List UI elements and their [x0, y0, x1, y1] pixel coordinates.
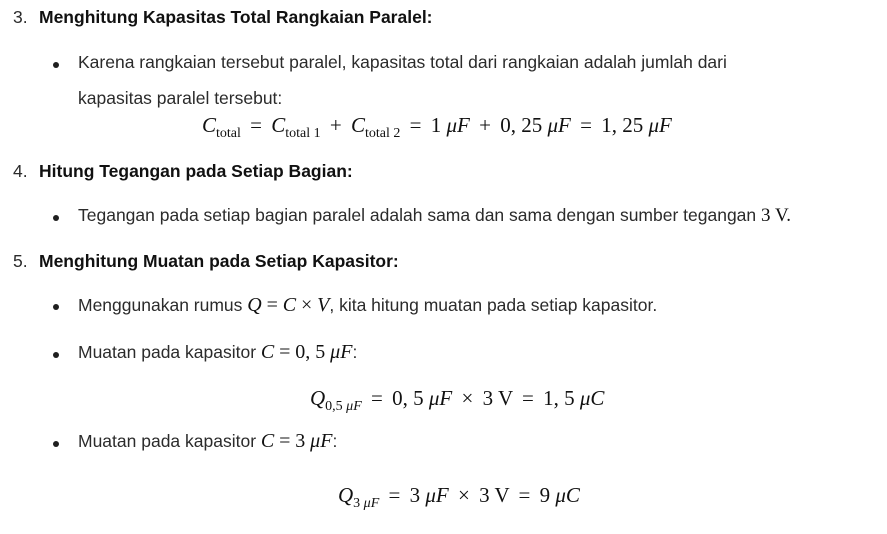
step-number: 5. — [13, 251, 28, 271]
bullet-dot — [53, 352, 59, 358]
bullet-dot — [53, 62, 59, 68]
step-number: 3. — [13, 7, 28, 27]
step-heading: Menghitung Kapasitas Total Rangkaian Paralel: — [39, 7, 433, 27]
bullet-text: Muatan pada kapasitor C = 0, 5 μF: — [78, 341, 358, 363]
bullet-text: Muatan pada kapasitor C = 3 μF: — [78, 430, 338, 452]
bullet-text-continued: kapasitas paralel tersebut: — [78, 88, 283, 108]
step-heading: Menghitung Muatan pada Setiap Kapasitor: — [39, 251, 399, 271]
equation-charge-three-microfarad: $Q_{3 \mu F} = 3$ μF × 3 V = 9 μC — [338, 483, 580, 511]
bullet-dot — [53, 215, 59, 221]
bullet-text: Tegangan pada setiap bagian paralel adalah sama dan sama dengan sumber tegangan 3 V. — [78, 205, 791, 226]
equation-charge-half-microfarad: $Q_{0,5 \mu F} = 0$, 5 μF × 3 V = 1, 5 μC — [310, 386, 605, 414]
step-heading: Hitung Tegangan pada Setiap Bagian: — [39, 161, 353, 181]
bullet-dot — [53, 304, 59, 310]
bullet-text: Menggunakan rumus Q = C × V, kita hitung muatan pada setiap kapasitor. — [78, 294, 658, 316]
equation-total-capacitance: $C_{total} = C_{total 1} + C_{total 2} = 1$ μF + 0, 25 μF = 1, 25 μF — [202, 113, 672, 141]
step-number: 4. — [13, 161, 28, 181]
bullet-dot — [53, 441, 59, 447]
bullet-text: Karena rangkaian tersebut paralel, kapasitas total dari rangkaian adalah jumlah dari — [78, 52, 727, 72]
